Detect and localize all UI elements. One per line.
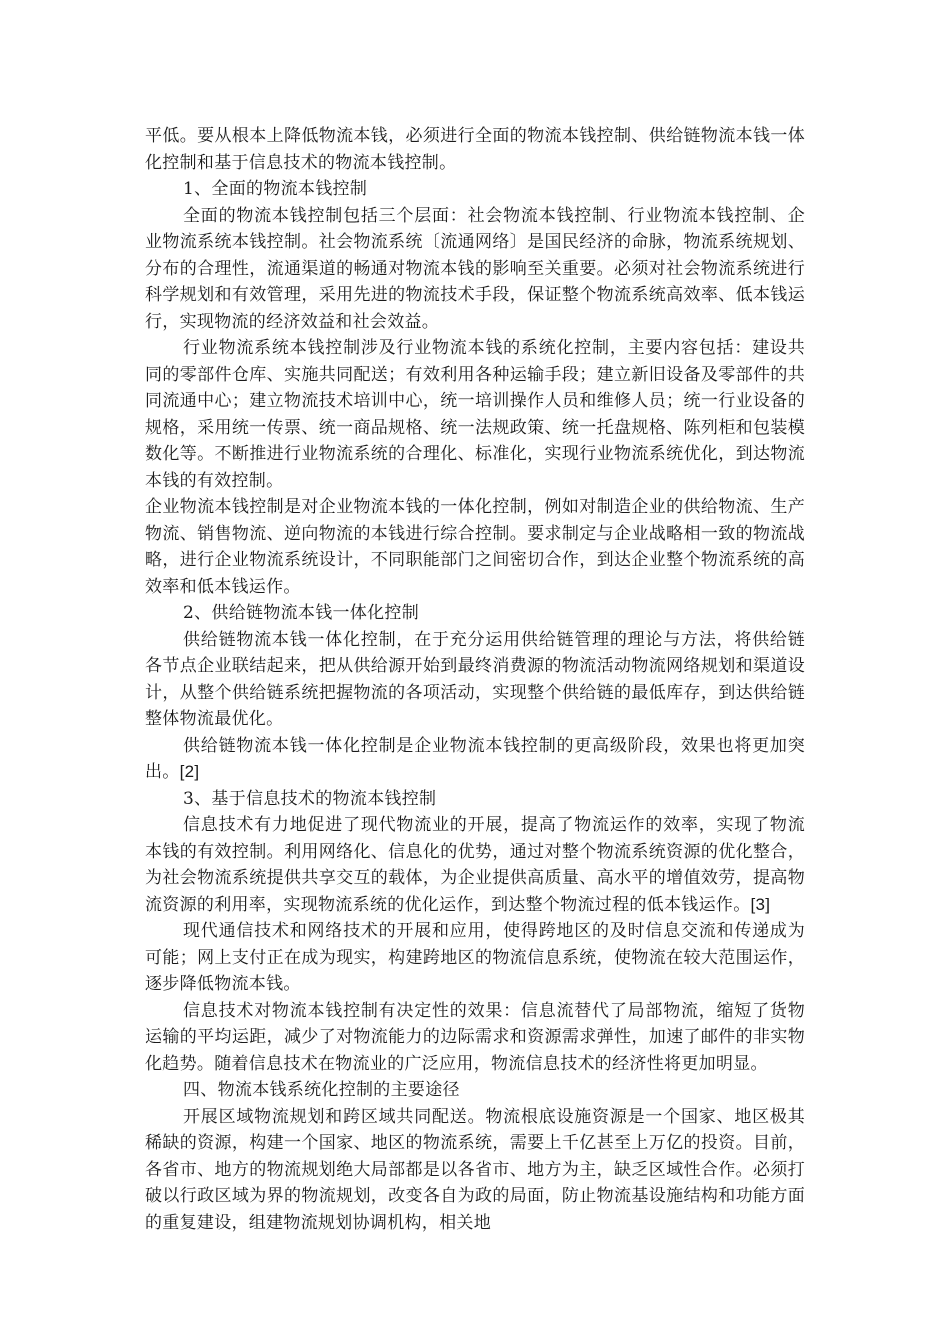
paragraph-text: 平低。要从根本上降低物流本钱，必须进行全面的物流本钱控制、供给链物流本钱一体化控制和基于信息技术的物流本钱控制。 — [145, 126, 805, 173]
paragraph — [145, 1104, 805, 1237]
paragraph-continued — [145, 123, 805, 176]
paragraph-no-indent — [145, 494, 805, 600]
heading-text: 四、物流本钱系统化控制的主要途径 — [183, 1080, 460, 1100]
paragraph-text: 信息技术对物流本钱控制有决定性的效果：信息流替代了局部物流，缩短了货物运输的平均运距，减少了对物流能力的边际需求和资源需求弹性，加速了邮件的非实物化趋势。随着信息技术在物流业的广泛应用，物流信息技术的经济性将更加明显。 — [145, 1000, 805, 1074]
section-heading-4 — [145, 1077, 805, 1104]
heading-text: 2、供给链物流本钱一体化控制 — [183, 603, 420, 623]
paragraph — [145, 998, 805, 1078]
heading-text: 1、全面的物流本钱控制 — [183, 179, 368, 199]
section-heading-2 — [145, 600, 805, 627]
paragraph-text: 供给链物流本钱一体化控制，在于充分运用供给链管理的理论与方法，将供给链各节点企业联结起来，把从供给源开始到最终消费源的物流活动物流网络规划和渠道设计，从整个供给链系统把握物流的各项活动，实现整个供给链的最低库存，到达供给链整体物流最优化。 — [145, 629, 805, 729]
paragraph-text: 企业物流本钱控制是对企业物流本钱的一体化控制，例如对制造企业的供给物流、生产物流、销售物流、逆向物流的本钱进行综合控制。要求制定与企业战略相一致的物流战略，进行企业物流系统设计，不同职能部门之间密切合作，到达企业整个物流系统的高效率和低本钱运作。 — [145, 497, 805, 597]
paragraph-text: 行业物流系统本钱控制涉及行业物流本钱的系统化控制，主要内容包括：建设共同的零部件仓库、实施共同配送；有效利用各种运输手段；建立新旧设备及零部件的共同流通中心；建立物流技术培训中心，统一培训操作人员和维修人员；统一行业设备的规格，采用统一传票、统一商品规格、统一法规政策、统一托盘规格、陈列柜和包装模数化等。不断推进行业物流系统的合理化、标准化，实现行业物流系统优化，到达物流本钱的有效控制。 — [145, 338, 805, 491]
paragraph-text: 信息技术有力地促进了现代物流业的开展，提高了物流运作的效率，实现了物流本钱的有效控制。利用网络化、信息化的优势，通过对整个物流系统资源的优化整合，为社会物流系统提供共享交互的载体，为企业提供高质量、高水平的增值效劳，提高物流资源的利用率，实现物流系统的优化运作，到达整个物流过程的低本钱运作。 — [145, 815, 805, 915]
paragraph — [145, 918, 805, 998]
paragraph — [145, 812, 805, 918]
paragraph-text: 全面的物流本钱控制包括三个层面：社会物流本钱控制、行业物流本钱控制、企业物流系统本钱控制。社会物流系统〔流通网络〕是国民经济的命脉，物流系统规划、分布的合理性，流通渠道的畅通对物流本钱的影响至关重要。必须对社会物流系统进行科学规划和有效管理，采用先进的物流技术手段，保证整个物流系统高效率、低本钱运行，实现物流的经济效益和社会效益。 — [145, 205, 805, 332]
paragraph — [145, 733, 805, 786]
paragraph-text: 供给链物流本钱一体化控制是企业物流本钱控制的更高级阶段，效果也将更加突出。 — [145, 735, 805, 782]
document-body — [145, 123, 805, 1236]
paragraph — [145, 335, 805, 494]
paragraph-text: 开展区域物流规划和跨区域共同配送。物流根底设施资源是一个国家、地区极其稀缺的资源，构建一个国家、地区的物流系统，需要上千亿甚至上万亿的投资。目前，各省市、地方的物流规划绝大局部都是以各省市、地方为主，缺乏区域性合作。必须打破以行政区域为界的物流规划，改变各自为政的局面，防止物流基设施结构和功能方面的重复建设，组建物流规划协调机构，相关地 — [145, 1106, 805, 1233]
section-heading-1 — [145, 176, 805, 203]
heading-text: 3、基于信息技术的物流本钱控制 — [183, 788, 437, 809]
citation-ref: [3] — [750, 894, 771, 914]
paragraph-text: 现代通信技术和网络技术的开展和应用，使得跨地区的及时信息交流和传递成为可能；网上支付正在成为现实，构建跨地区的物流信息系统，使物流在较大范围运作，逐步降低物流本钱。 — [145, 921, 805, 994]
paragraph — [145, 627, 805, 733]
paragraph — [145, 203, 805, 336]
section-heading-3 — [145, 786, 805, 813]
citation-ref: [2] — [179, 762, 200, 781]
